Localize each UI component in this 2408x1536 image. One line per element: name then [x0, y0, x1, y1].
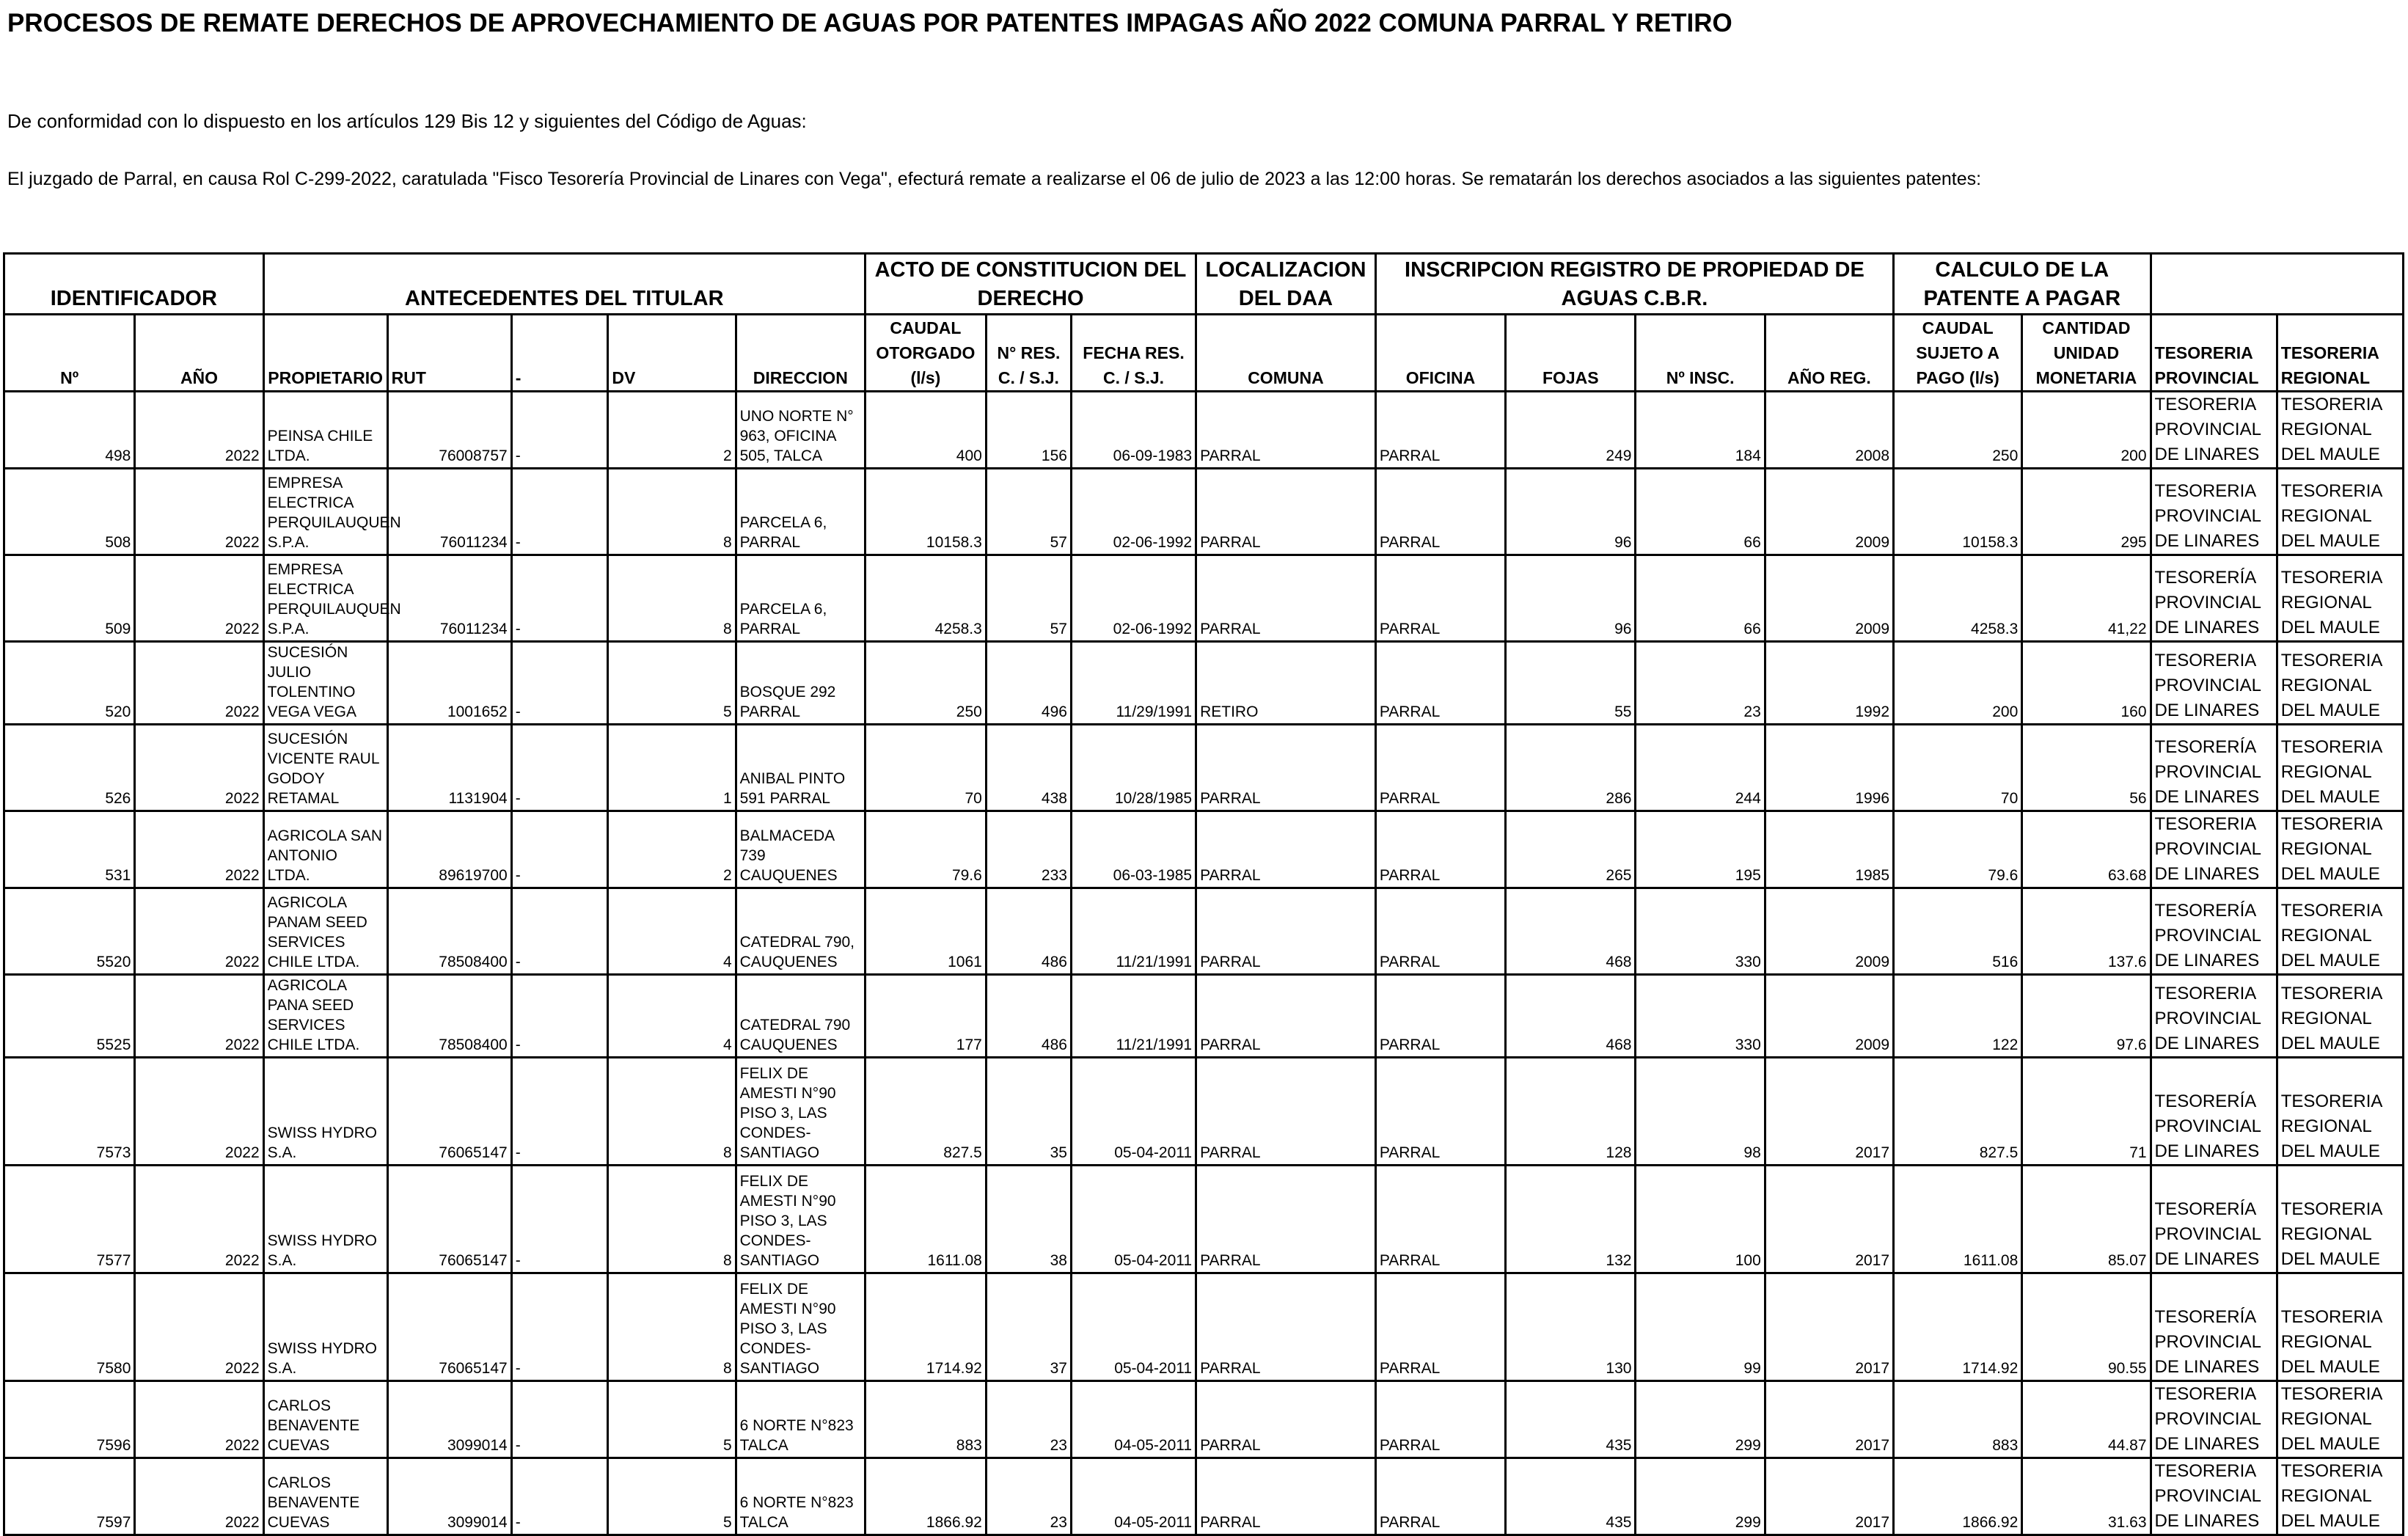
- cell-reg: TESORERIA REGIONAL DEL MAULE: [2277, 1273, 2403, 1381]
- cell-fecha: 02-06-1992: [1071, 555, 1196, 642]
- cell-dash: -: [511, 1166, 608, 1273]
- table-row: [4, 1458, 2404, 1535]
- cell-propietario: PEINSA CHILE LTDA.: [263, 392, 387, 469]
- cell-fojas: 130: [1506, 1273, 1636, 1381]
- col-header-reg: TESORERIA REGIONAL: [2277, 315, 2403, 392]
- cell-caudal: 79.6: [865, 811, 986, 888]
- cell-comuna: RETIRO: [1196, 642, 1376, 725]
- cell-propietario: EMPRESA ELECTRICA PERQUILAUQUEN S.P.A.: [263, 555, 387, 642]
- col-header-propietario: PROPIETARIO: [263, 315, 387, 392]
- cell-nres: 23: [986, 1458, 1071, 1535]
- cell-fecha: 04-05-2011: [1071, 1458, 1196, 1535]
- cell-anioreg: 2017: [1765, 1166, 1893, 1273]
- cell-reg: TESORERIA REGIONAL DEL MAULE: [2277, 1458, 2403, 1535]
- cell-anio: 2022: [135, 469, 263, 555]
- cell-prov: TESORERIA PROVINCIAL DE LINARES: [2151, 1381, 2277, 1458]
- cell-dv: 5: [608, 1458, 736, 1535]
- col-header-dv: DV: [608, 315, 736, 392]
- cell-propietario: CARLOS BENAVENTE CUEVAS: [263, 1381, 387, 1458]
- group-acto: ACTO DE CONSTITUCION DEL DERECHO: [865, 254, 1196, 315]
- cell-rut: 76065147: [387, 1166, 511, 1273]
- cell-reg: TESORERIA REGIONAL DEL MAULE: [2277, 1058, 2403, 1166]
- cell-fecha: 11/21/1991: [1071, 888, 1196, 975]
- cell-dash: -: [511, 469, 608, 555]
- cell-no: 5525: [4, 975, 135, 1058]
- cell-nres: 438: [986, 725, 1071, 811]
- cell-cantidad: 63.68: [2022, 811, 2151, 888]
- cell-anioreg: 2017: [1765, 1273, 1893, 1381]
- cell-dash: -: [511, 725, 608, 811]
- cell-anio: 2022: [135, 392, 263, 469]
- cell-nres: 37: [986, 1273, 1071, 1381]
- cell-reg: TESORERIA REGIONAL DEL MAULE: [2277, 725, 2403, 811]
- cell-cantidad: 97.6: [2022, 975, 2151, 1058]
- cell-ninsc: 100: [1636, 1166, 1765, 1273]
- cell-dv: 2: [608, 811, 736, 888]
- cell-direccion: ANIBAL PINTO 591 PARRAL: [736, 725, 865, 811]
- cell-oficina: PARRAL: [1375, 975, 1505, 1058]
- cell-sujeto: 200: [1894, 642, 2022, 725]
- cell-nres: 233: [986, 811, 1071, 888]
- cell-direccion: CATEDRAL 790 CAUQUENES: [736, 975, 865, 1058]
- col-header-cantidad: CANTIDAD UNIDAD MONETARIA: [2022, 315, 2151, 392]
- cell-ninsc: 330: [1636, 975, 1765, 1058]
- auction-notice: El juzgado de Parral, en causa Rol C-299-2022, caratulada "Fisco Tesorería Provincial de Linares con Vega", efecturá remate a realizarse el 06 de julio de 2023 a las 12:00 horas. Se rematarán los derechos asociados a las siguientes patentes:: [7, 169, 1982, 189]
- cell-cantidad: 56: [2022, 725, 2151, 811]
- cell-cantidad: 71: [2022, 1058, 2151, 1166]
- cell-no: 526: [4, 725, 135, 811]
- cell-dv: 5: [608, 642, 736, 725]
- col-header-oficina: OFICINA: [1375, 315, 1505, 392]
- cell-sujeto: 79.6: [1894, 811, 2022, 888]
- cell-prov: TESORERIA PROVINCIAL DE LINARES: [2151, 392, 2277, 469]
- cell-propietario: SWISS HYDRO S.A.: [263, 1166, 387, 1273]
- cell-comuna: PARRAL: [1196, 1166, 1376, 1273]
- group-antecedentes: ANTECEDENTES DEL TITULAR: [263, 254, 865, 315]
- cell-cantidad: 160: [2022, 642, 2151, 725]
- cell-reg: TESORERIA REGIONAL DEL MAULE: [2277, 642, 2403, 725]
- table-row: [4, 975, 2404, 1058]
- cell-caudal: 70: [865, 725, 986, 811]
- cell-prov: TESORERIA PROVINCIAL DE LINARES: [2151, 1458, 2277, 1535]
- cell-caudal: 883: [865, 1381, 986, 1458]
- cell-nres: 35: [986, 1058, 1071, 1166]
- cell-comuna: PARRAL: [1196, 1458, 1376, 1535]
- cell-fojas: 468: [1506, 888, 1636, 975]
- table-row: [4, 811, 2404, 888]
- cell-anio: 2022: [135, 725, 263, 811]
- cell-comuna: PARRAL: [1196, 469, 1376, 555]
- cell-fecha: 05-04-2011: [1071, 1058, 1196, 1166]
- group-calculo: CALCULO DE LA PATENTE A PAGAR: [1894, 254, 2151, 315]
- cell-oficina: PARRAL: [1375, 1458, 1505, 1535]
- cell-comuna: PARRAL: [1196, 392, 1376, 469]
- cell-sujeto: 883: [1894, 1381, 2022, 1458]
- cell-direccion: PARCELA 6, PARRAL: [736, 469, 865, 555]
- cell-oficina: PARRAL: [1375, 811, 1505, 888]
- cell-sujeto: 827.5: [1894, 1058, 2022, 1166]
- cell-caudal: 10158.3: [865, 469, 986, 555]
- cell-propietario: SWISS HYDRO S.A.: [263, 1273, 387, 1381]
- cell-direccion: PARCELA 6, PARRAL: [736, 555, 865, 642]
- cell-prov: TESORERÍA PROVINCIAL DE LINARES: [2151, 1166, 2277, 1273]
- cell-fojas: 435: [1506, 1458, 1636, 1535]
- cell-fojas: 55: [1506, 642, 1636, 725]
- cell-cantidad: 90.55: [2022, 1273, 2151, 1381]
- cell-direccion: 6 NORTE N°823 TALCA: [736, 1458, 865, 1535]
- cell-comuna: PARRAL: [1196, 811, 1376, 888]
- cell-rut: 76008757: [387, 392, 511, 469]
- cell-sujeto: 250: [1894, 392, 2022, 469]
- cell-dash: -: [511, 888, 608, 975]
- table-row: [4, 1273, 2404, 1381]
- cell-sujeto: 122: [1894, 975, 2022, 1058]
- cell-ninsc: 98: [1636, 1058, 1765, 1166]
- group-identificador: IDENTIFICADOR: [4, 254, 264, 315]
- table-row: [4, 1381, 2404, 1458]
- cell-caudal: 177: [865, 975, 986, 1058]
- cell-comuna: PARRAL: [1196, 888, 1376, 975]
- cell-anio: 2022: [135, 811, 263, 888]
- cell-sujeto: 516: [1894, 888, 2022, 975]
- cell-caudal: 1611.08: [865, 1166, 986, 1273]
- cell-fecha: 05-04-2011: [1071, 1273, 1196, 1381]
- cell-caudal: 250: [865, 642, 986, 725]
- table-row: [4, 725, 2404, 811]
- cell-reg: TESORERIA REGIONAL DEL MAULE: [2277, 469, 2403, 555]
- cell-direccion: CATEDRAL 790, CAUQUENES: [736, 888, 865, 975]
- cell-fojas: 249: [1506, 392, 1636, 469]
- cell-no: 7580: [4, 1273, 135, 1381]
- cell-anio: 2022: [135, 1058, 263, 1166]
- cell-dash: -: [511, 1273, 608, 1381]
- cell-anioreg: 1996: [1765, 725, 1893, 811]
- cell-dash: -: [511, 642, 608, 725]
- cell-direccion: FELIX DE AMESTI N°90 PISO 3, LAS CONDES-SANTIAGO: [736, 1166, 865, 1273]
- cell-no: 5520: [4, 888, 135, 975]
- cell-prov: TESORERÍA PROVINCIAL DE LINARES: [2151, 725, 2277, 811]
- cell-ninsc: 66: [1636, 469, 1765, 555]
- cell-anio: 2022: [135, 642, 263, 725]
- cell-rut: 1131904: [387, 725, 511, 811]
- cell-rut: 1001652: [387, 642, 511, 725]
- cell-ninsc: 66: [1636, 555, 1765, 642]
- cell-cantidad: 200: [2022, 392, 2151, 469]
- cell-anioreg: 2009: [1765, 555, 1893, 642]
- cell-reg: TESORERIA REGIONAL DEL MAULE: [2277, 1166, 2403, 1273]
- cell-fojas: 435: [1506, 1381, 1636, 1458]
- cell-fecha: 11/29/1991: [1071, 642, 1196, 725]
- table-row: [4, 888, 2404, 975]
- cell-no: 531: [4, 811, 135, 888]
- cell-caudal: 400: [865, 392, 986, 469]
- cell-ninsc: 299: [1636, 1381, 1765, 1458]
- cell-sujeto: 10158.3: [1894, 469, 2022, 555]
- cell-cantidad: 85.07: [2022, 1166, 2151, 1273]
- cell-reg: TESORERIA REGIONAL DEL MAULE: [2277, 1381, 2403, 1458]
- cell-prov: TESORERIA PROVINCIAL DE LINARES: [2151, 975, 2277, 1058]
- cell-oficina: PARRAL: [1375, 1166, 1505, 1273]
- col-header-anioreg: AÑO REG.: [1765, 315, 1893, 392]
- cell-rut: 76065147: [387, 1058, 511, 1166]
- cell-cantidad: 44.87: [2022, 1381, 2151, 1458]
- cell-oficina: PARRAL: [1375, 888, 1505, 975]
- cell-anio: 2022: [135, 555, 263, 642]
- cell-nres: 486: [986, 888, 1071, 975]
- cell-no: 508: [4, 469, 135, 555]
- cell-caudal: 1714.92: [865, 1273, 986, 1381]
- cell-fojas: 286: [1506, 725, 1636, 811]
- cell-fecha: 11/21/1991: [1071, 975, 1196, 1058]
- cell-nres: 57: [986, 555, 1071, 642]
- table-row: [4, 642, 2404, 725]
- cell-dv: 8: [608, 1166, 736, 1273]
- table-row: [4, 555, 2404, 642]
- cell-comuna: PARRAL: [1196, 1273, 1376, 1381]
- cell-caudal: 827.5: [865, 1058, 986, 1166]
- page-title: PROCESOS DE REMATE DERECHOS DE APROVECHAMIENTO DE AGUAS POR PATENTES IMPAGAS AÑO 2022 COMUNA PARRAL Y RETIRO: [7, 9, 1732, 37]
- cell-reg: TESORERIA REGIONAL DEL MAULE: [2277, 811, 2403, 888]
- cell-anioreg: 1985: [1765, 811, 1893, 888]
- col-header-fecha: FECHA RES. C. / S.J.: [1071, 315, 1196, 392]
- cell-propietario: AGRICOLA PANAM SEED SERVICES CHILE LTDA.: [263, 888, 387, 975]
- cell-anioreg: 2008: [1765, 392, 1893, 469]
- cell-oficina: PARRAL: [1375, 392, 1505, 469]
- cell-comuna: PARRAL: [1196, 1058, 1376, 1166]
- cell-nres: 23: [986, 1381, 1071, 1458]
- cell-dash: -: [511, 392, 608, 469]
- cell-dv: 8: [608, 469, 736, 555]
- table-row: [4, 1058, 2404, 1166]
- cell-dv: 8: [608, 1273, 736, 1381]
- cell-no: 7573: [4, 1058, 135, 1166]
- cell-dv: 4: [608, 975, 736, 1058]
- cell-comuna: PARRAL: [1196, 1381, 1376, 1458]
- cell-propietario: CARLOS BENAVENTE CUEVAS: [263, 1458, 387, 1535]
- cell-prov: TESORERIA PROVINCIAL DE LINARES: [2151, 811, 2277, 888]
- cell-ninsc: 299: [1636, 1458, 1765, 1535]
- col-header-no: Nº: [4, 315, 135, 392]
- cell-rut: 78508400: [387, 888, 511, 975]
- cell-anio: 2022: [135, 1166, 263, 1273]
- cell-rut: 3099014: [387, 1458, 511, 1535]
- cell-no: 498: [4, 392, 135, 469]
- cell-rut: 78508400: [387, 975, 511, 1058]
- cell-caudal: 4258.3: [865, 555, 986, 642]
- cell-anio: 2022: [135, 1458, 263, 1535]
- cell-fojas: 265: [1506, 811, 1636, 888]
- col-header-ninsc: Nº INSC.: [1636, 315, 1765, 392]
- col-header-direccion: DIRECCION: [736, 315, 865, 392]
- cell-dash: -: [511, 1381, 608, 1458]
- cell-no: 7577: [4, 1166, 135, 1273]
- cell-reg: TESORERIA REGIONAL DEL MAULE: [2277, 888, 2403, 975]
- cell-ninsc: 330: [1636, 888, 1765, 975]
- cell-ninsc: 23: [1636, 642, 1765, 725]
- cell-dash: -: [511, 555, 608, 642]
- table-row: [4, 469, 2404, 555]
- cell-dv: 5: [608, 1381, 736, 1458]
- cell-propietario: EMPRESA ELECTRICA PERQUILAUQUEN S.P.A.: [263, 469, 387, 555]
- col-header-dash: -: [511, 315, 608, 392]
- cell-reg: TESORERIA REGIONAL DEL MAULE: [2277, 392, 2403, 469]
- cell-direccion: 6 NORTE N°823 TALCA: [736, 1381, 865, 1458]
- cell-propietario: SUCESIÓN JULIO TOLENTINO VEGA VEGA: [263, 642, 387, 725]
- cell-prov: TESORERÍA PROVINCIAL DE LINARES: [2151, 1058, 2277, 1166]
- cell-propietario: SUCESIÓN VICENTE RAUL GODOY RETAMAL: [263, 725, 387, 811]
- cell-anioreg: 2009: [1765, 975, 1893, 1058]
- cell-direccion: FELIX DE AMESTI N°90 PISO 3, LAS CONDES-SANTIAGO: [736, 1058, 865, 1166]
- cell-dv: 8: [608, 555, 736, 642]
- cell-rut: 89619700: [387, 811, 511, 888]
- cell-anioreg: 2009: [1765, 888, 1893, 975]
- cell-reg: TESORERIA REGIONAL DEL MAULE: [2277, 555, 2403, 642]
- cell-dv: 4: [608, 888, 736, 975]
- cell-ninsc: 99: [1636, 1273, 1765, 1381]
- col-header-caudal: CAUDAL OTORGADO (l/s): [865, 315, 986, 392]
- cell-comuna: PARRAL: [1196, 725, 1376, 811]
- col-header-nres: N° RES. C. / S.J.: [986, 315, 1071, 392]
- cell-oficina: PARRAL: [1375, 1273, 1505, 1381]
- cell-comuna: PARRAL: [1196, 975, 1376, 1058]
- cell-prov: TESORERÍA PROVINCIAL DE LINARES: [2151, 1273, 2277, 1381]
- cell-anioreg: 2009: [1765, 469, 1893, 555]
- cell-propietario: AGRICOLA PANA SEED SERVICES CHILE LTDA.: [263, 975, 387, 1058]
- cell-rut: 3099014: [387, 1381, 511, 1458]
- col-header-comuna: COMUNA: [1196, 315, 1376, 392]
- patents-table: [3, 252, 2404, 1536]
- cell-nres: 38: [986, 1166, 1071, 1273]
- cell-ninsc: 184: [1636, 392, 1765, 469]
- cell-sujeto: 1714.92: [1894, 1273, 2022, 1381]
- group-tesoreria: [2151, 254, 2403, 315]
- cell-oficina: PARRAL: [1375, 1058, 1505, 1166]
- cell-anio: 2022: [135, 888, 263, 975]
- cell-direccion: FELIX DE AMESTI N°90 PISO 3, LAS CONDES-SANTIAGO: [736, 1273, 865, 1381]
- cell-oficina: PARRAL: [1375, 469, 1505, 555]
- cell-oficina: PARRAL: [1375, 555, 1505, 642]
- cell-anio: 2022: [135, 1273, 263, 1381]
- cell-anioreg: 2017: [1765, 1458, 1893, 1535]
- cell-dash: -: [511, 1058, 608, 1166]
- cell-prov: TESORERÍA PROVINCIAL DE LINARES: [2151, 888, 2277, 975]
- cell-reg: TESORERIA REGIONAL DEL MAULE: [2277, 975, 2403, 1058]
- cell-fecha: 10/28/1985: [1071, 725, 1196, 811]
- cell-rut: 76011234: [387, 469, 511, 555]
- table-row: [4, 392, 2404, 469]
- cell-nres: 496: [986, 642, 1071, 725]
- cell-fecha: 06-03-1985: [1071, 811, 1196, 888]
- cell-fecha: 04-05-2011: [1071, 1381, 1196, 1458]
- cell-caudal: 1866.92: [865, 1458, 986, 1535]
- cell-oficina: PARRAL: [1375, 642, 1505, 725]
- cell-dash: -: [511, 975, 608, 1058]
- cell-fecha: 06-09-1983: [1071, 392, 1196, 469]
- cell-fojas: 96: [1506, 555, 1636, 642]
- cell-fojas: 96: [1506, 469, 1636, 555]
- cell-sujeto: 70: [1894, 725, 2022, 811]
- cell-dv: 2: [608, 392, 736, 469]
- cell-dv: 8: [608, 1058, 736, 1166]
- cell-fojas: 128: [1506, 1058, 1636, 1166]
- cell-anio: 2022: [135, 1381, 263, 1458]
- cell-rut: 76011234: [387, 555, 511, 642]
- cell-anio: 2022: [135, 975, 263, 1058]
- cell-no: 7597: [4, 1458, 135, 1535]
- cell-cantidad: 137.6: [2022, 888, 2151, 975]
- cell-no: 520: [4, 642, 135, 725]
- cell-anioreg: 1992: [1765, 642, 1893, 725]
- col-header-fojas: FOJAS: [1506, 315, 1636, 392]
- cell-dash: -: [511, 811, 608, 888]
- cell-oficina: PARRAL: [1375, 1381, 1505, 1458]
- cell-caudal: 1061: [865, 888, 986, 975]
- cell-cantidad: 41,22: [2022, 555, 2151, 642]
- cell-anioreg: 2017: [1765, 1381, 1893, 1458]
- cell-fecha: 02-06-1992: [1071, 469, 1196, 555]
- cell-comuna: PARRAL: [1196, 555, 1376, 642]
- cell-prov: TESORERIA PROVINCIAL DE LINARES: [2151, 469, 2277, 555]
- col-header-sujeto: CAUDAL SUJETO A PAGO (l/s): [1894, 315, 2022, 392]
- cell-nres: 57: [986, 469, 1071, 555]
- cell-direccion: UNO NORTE N° 963, OFICINA 505, TALCA: [736, 392, 865, 469]
- cell-dv: 1: [608, 725, 736, 811]
- cell-ninsc: 195: [1636, 811, 1765, 888]
- cell-nres: 486: [986, 975, 1071, 1058]
- intro-text: De conformidad con lo dispuesto en los artículos 129 Bis 12 y siguientes del Código de Aguas:: [7, 110, 807, 132]
- cell-oficina: PARRAL: [1375, 725, 1505, 811]
- cell-no: 509: [4, 555, 135, 642]
- cell-rut: 76065147: [387, 1273, 511, 1381]
- cell-nres: 156: [986, 392, 1071, 469]
- cell-cantidad: 295: [2022, 469, 2151, 555]
- cell-propietario: SWISS HYDRO S.A.: [263, 1058, 387, 1166]
- cell-sujeto: 1866.92: [1894, 1458, 2022, 1535]
- cell-prov: TESORERÍA PROVINCIAL DE LINARES: [2151, 555, 2277, 642]
- col-header-anio: AÑO: [135, 315, 263, 392]
- cell-prov: TESORERIA PROVINCIAL DE LINARES: [2151, 642, 2277, 725]
- cell-anioreg: 2017: [1765, 1058, 1893, 1166]
- col-header-prov: TESORERIA PROVINCIAL: [2151, 315, 2277, 392]
- cell-no: 7596: [4, 1381, 135, 1458]
- cell-ninsc: 244: [1636, 725, 1765, 811]
- cell-fojas: 468: [1506, 975, 1636, 1058]
- group-localizacion: LOCALIZACION DEL DAA: [1196, 254, 1376, 315]
- table-row: [4, 1166, 2404, 1273]
- cell-fojas: 132: [1506, 1166, 1636, 1273]
- cell-fecha: 05-04-2011: [1071, 1166, 1196, 1273]
- cell-cantidad: 31.63: [2022, 1458, 2151, 1535]
- cell-propietario: AGRICOLA SAN ANTONIO LTDA.: [263, 811, 387, 888]
- cell-sujeto: 4258.3: [1894, 555, 2022, 642]
- col-header-rut: RUT: [387, 315, 511, 392]
- cell-direccion: BOSQUE 292 PARRAL: [736, 642, 865, 725]
- cell-direccion: BALMACEDA 739 CAUQUENES: [736, 811, 865, 888]
- cell-sujeto: 1611.08: [1894, 1166, 2022, 1273]
- group-inscripcion: INSCRIPCION REGISTRO DE PROPIEDAD DE AGUAS C.B.R.: [1375, 254, 1893, 315]
- cell-dash: -: [511, 1458, 608, 1535]
